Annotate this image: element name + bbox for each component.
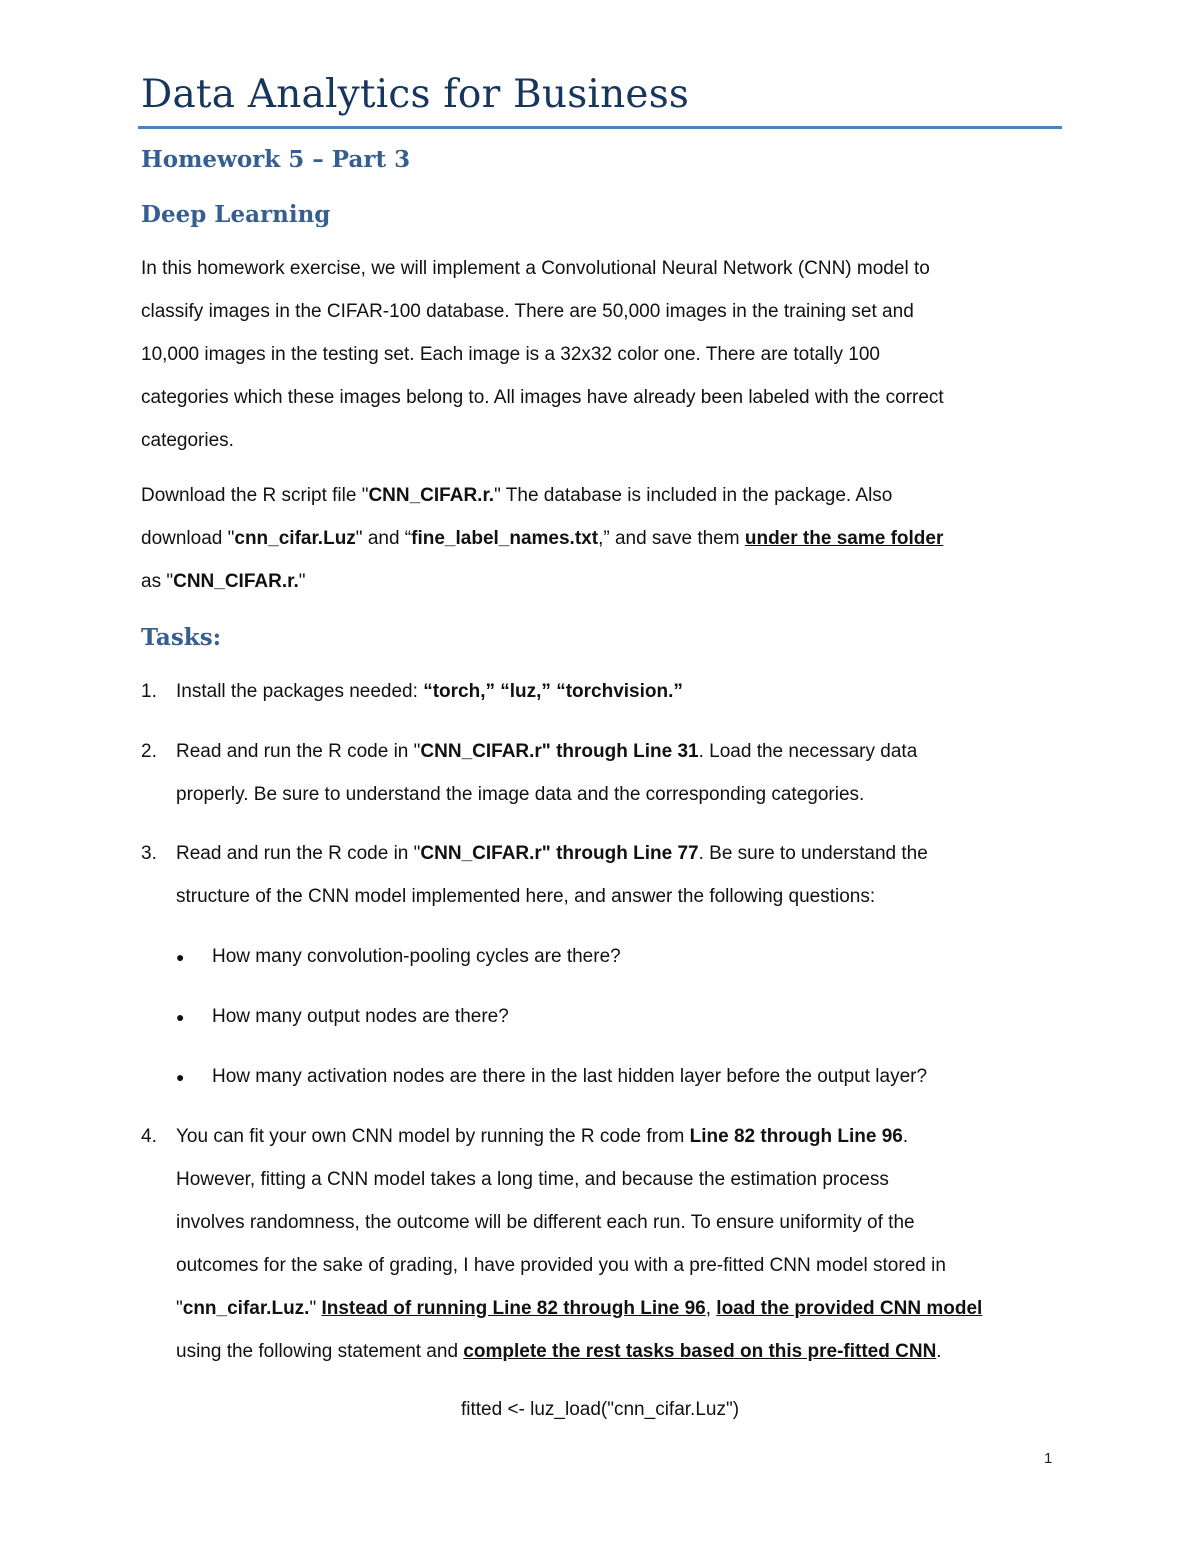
intro-line: categories. [141,430,234,451]
task-text: . Be sure to understand the [698,843,928,864]
bullet-icon: ● [176,1069,185,1085]
document-title: Data Analytics for Business [141,72,690,117]
model-filename: cnn_cifar.Luz. [182,1298,310,1319]
intro-line: categories which these images belong to. All images have already been labeled with the correct [141,387,944,408]
task-4-line-1 [176,1125,908,1149]
download-line-2 [141,527,943,551]
task-emphasis: CNN_CIFAR.r" through Line 77 [420,843,699,864]
task-4-line-5 [176,1297,982,1321]
task-4-line-2: However, fitting a CNN model takes a long time, and because the estimation process [176,1169,889,1190]
model-filename: cnn_cifar.Luz [234,528,356,549]
package-list: “torch,” “luz,” “torchvision.” [423,681,683,702]
task-1-line [176,680,683,704]
task-text: Read and run the R code in " [176,843,421,864]
task-4-line-4: outcomes for the sake of grading, I have provided you with a pre-fitted CNN model stored in [176,1255,946,1276]
task-text: Install the packages needed: [176,681,424,702]
task-text: . [902,1126,909,1147]
task-text: " [309,1298,322,1319]
task-text: You can fit your own CNN model by running the R code from [176,1126,690,1147]
complete-tasks-emphasis: complete the rest tasks based on this pre-fitted CNN [463,1341,937,1362]
intro-line: 10,000 images in the testing set. Each image is a 32x32 color one. There are totally 100 [141,344,880,365]
task-text: , [705,1298,717,1319]
bullet-question: How many output nodes are there? [212,1006,509,1027]
task-text: . [936,1341,942,1362]
task-emphasis: Line 82 through Line 96 [689,1126,903,1147]
title-underline-rule [138,126,1062,129]
task-2-line-2: properly. Be sure to understand the image data and the corresponding categories. [176,784,865,805]
intro-line: classify images in the CIFAR-100 database. There are 50,000 images in the training set and [141,301,914,322]
labels-filename: fine_label_names.txt [411,528,599,549]
download-text: download " [141,528,235,549]
script-filename: CNN_CIFAR.r. [173,571,299,592]
download-text: " The database is included in the package. Also [494,485,893,506]
same-folder-emphasis: under the same folder [744,528,944,549]
task-2-line-1 [176,740,917,764]
code-statement: fitted <- luz_load("cnn_cifar.Luz") [460,1399,740,1420]
download-line-1 [141,484,892,508]
task-4-line-3: involves randomness, the outcome will be different each run. To ensure uniformity of the [176,1212,915,1233]
instead-of-running-emphasis: Instead of running Line 82 through Line 96 [321,1298,706,1319]
intro-line: In this homework exercise, we will implement a Convolutional Neural Network (CNN) model to [141,258,930,279]
task-number: 2. [141,741,157,762]
task-number: 1. [141,681,157,702]
tasks-heading: Tasks: [141,624,222,651]
bullet-question: How many activation nodes are there in the last hidden layer before the output layer? [212,1066,928,1087]
task-text: . Load the necessary data [698,741,918,762]
download-text: " and “ [355,528,412,549]
task-emphasis: CNN_CIFAR.r" through Line 31 [420,741,699,762]
task-3-line-1 [176,842,928,866]
download-line-3 [141,570,305,594]
bullet-icon: ● [176,949,185,965]
task-4-line-6 [176,1340,942,1364]
load-model-emphasis: load the provided CNN model [716,1298,983,1319]
homework-subtitle: Homework 5 – Part 3 [141,146,411,173]
task-number: 3. [141,843,157,864]
task-number: 4. [141,1126,157,1147]
page-number: 1 [1044,1450,1053,1467]
task-text: using the following statement and [176,1341,464,1362]
task-text: Read and run the R code in " [176,741,421,762]
download-text: Download the R script file " [141,485,369,506]
task-text: " [176,1298,183,1319]
download-text: as " [141,571,174,592]
section-heading-deep-learning: Deep Learning [141,201,331,228]
script-filename: CNN_CIFAR.r. [368,485,495,506]
download-text: ,” and save them [598,528,745,549]
download-text: " [298,571,306,592]
bullet-icon: ● [176,1009,185,1025]
task-3-line-2: structure of the CNN model implemented here, and answer the following questions: [176,886,876,907]
bullet-question: How many convolution-pooling cycles are there? [212,946,621,967]
